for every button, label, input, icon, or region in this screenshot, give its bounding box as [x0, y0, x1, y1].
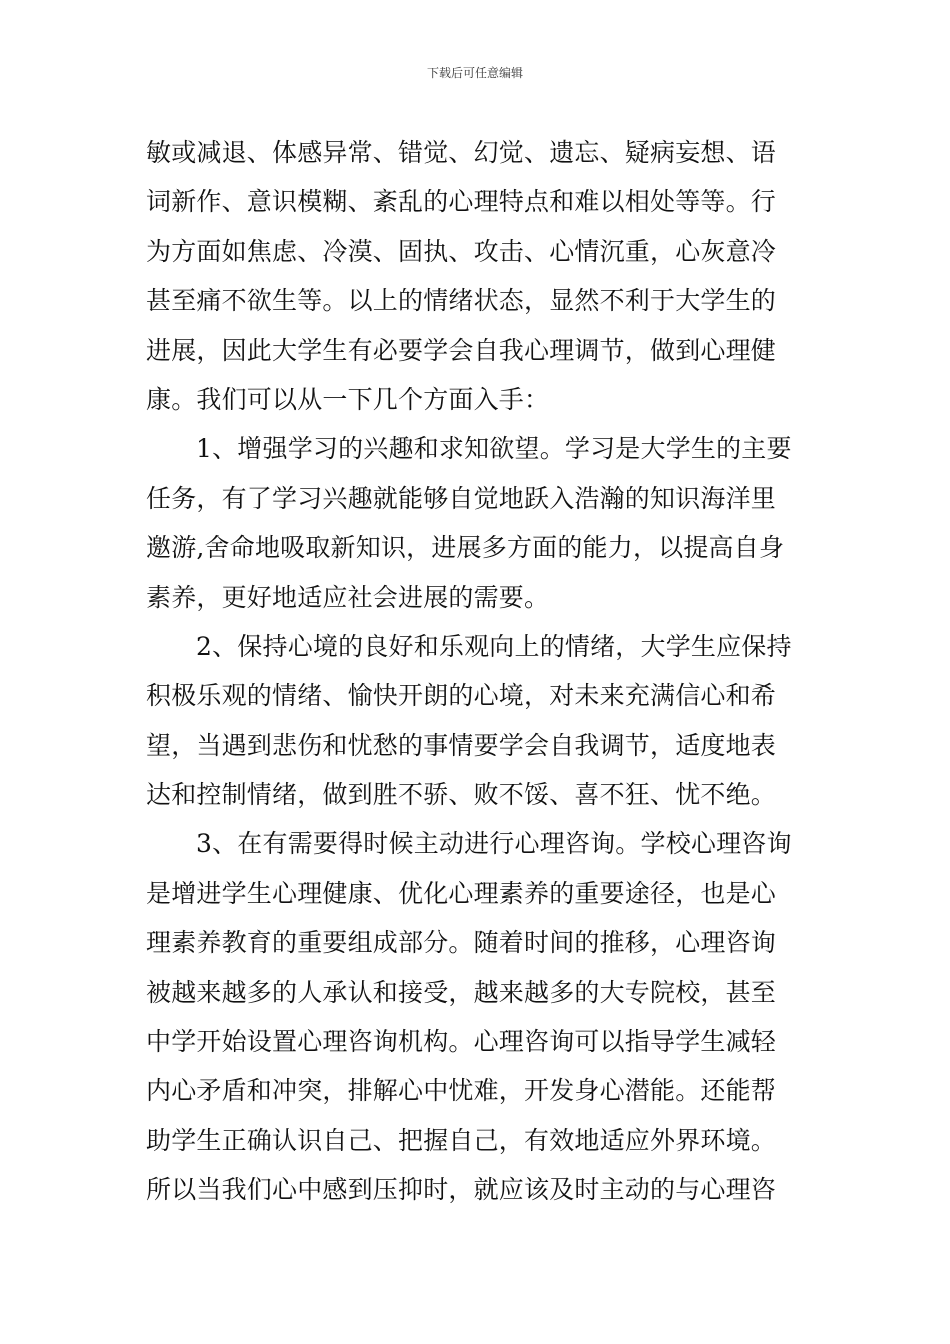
text-line: 敏或减退、体感异常、错觉、幻觉、遗忘、疑病妄想、语	[146, 138, 777, 167]
text-line: 所以当我们心中感到压抑时，就应该及时主动的与心理咨	[146, 1175, 777, 1205]
text-line: 任务，有了学习兴趣就能够自觉地跃入浩瀚的知识海洋里	[146, 483, 777, 513]
text-line: 助学生正确认识自己、把握自己，有效地适应外界环境。	[146, 1125, 777, 1155]
paragraph-2-first-line: 2、保持心境的良好和乐观向上的情绪，大学生应保持	[196, 631, 792, 661]
text-line: 为方面如焦虑、冷漠、固执、攻击、心情沉重，心灰意冷	[146, 236, 777, 266]
text-line: 内心矛盾和冲突，排解心中忧难，开发身心潜能。还能帮	[146, 1076, 777, 1106]
text-line: 进展，因此大学生有必要学会自我心理调节，做到心理健	[146, 335, 777, 365]
text-line: 词新作、意识模糊、紊乱的心理特点和难以相处等等。行	[146, 187, 777, 217]
page-header: 下载后可任意编辑	[426, 66, 523, 80]
text-line: 素养，更好地适应社会进展的需要。	[146, 582, 550, 612]
text-line: 望，当遇到悲伤和忧愁的事情要学会自我调节，适度地表	[146, 730, 777, 760]
text-line: 甚至痛不欲生等。以上的情绪状态，显然不利于大学生的	[146, 286, 777, 316]
text-line: 中学开始设置心理咨询机构。心理咨询可以指导学生减轻	[146, 1027, 777, 1057]
text-line: 是增进学生心理健康、优化心理素养的重要途径，也是心	[146, 878, 777, 908]
text-line: 达和控制情绪，做到胜不骄、败不馁、喜不狂、忧不绝。	[146, 780, 777, 810]
text-line: 被越来越多的人承认和接受，越来越多的大专院校，甚至	[146, 977, 777, 1007]
paragraph-3-first-line: 3、在有需要得时候主动进行心理咨询。学校心理咨询	[196, 829, 792, 859]
text-line: 理素养教育的重要组成部分。随着时间的推移，心理咨询	[146, 928, 777, 958]
document-body	[146, 128, 808, 1215]
text-line: 康。我们可以从一下几个方面入手：	[146, 384, 550, 414]
text-line: 积极乐观的情绪、愉快开朗的心境，对未来充满信心和希	[146, 681, 777, 711]
text-line: 邀游,舍命地吸取新知识，进展多方面的能力，以提高自身	[146, 533, 785, 563]
paragraph-1-first-line: 1、增强学习的兴趣和求知欲望。学习是大学生的主要	[196, 434, 792, 464]
